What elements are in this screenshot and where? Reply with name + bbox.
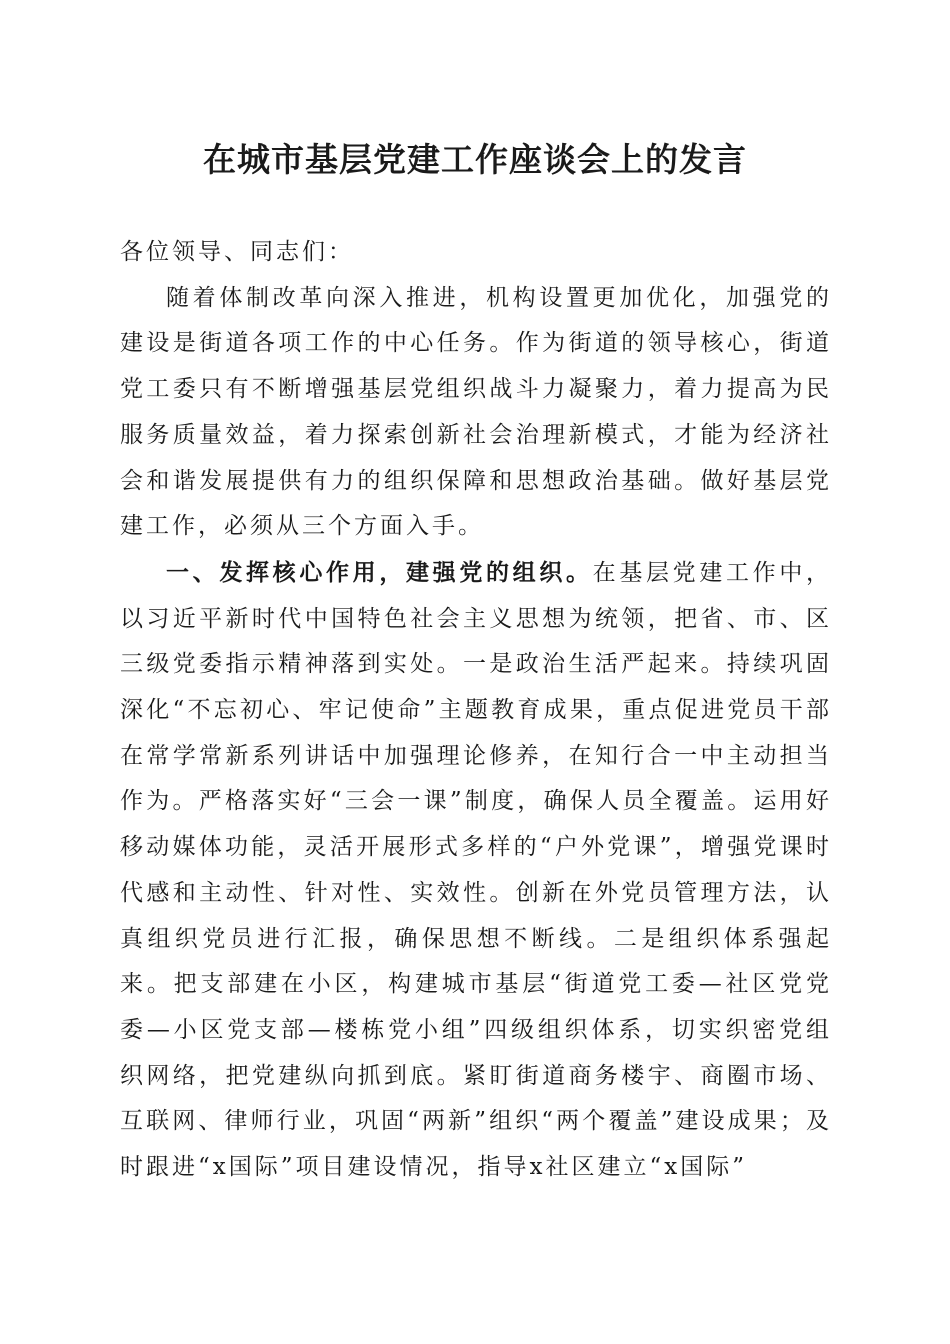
document-title: 在城市基层党建工作座谈会上的发言	[203, 140, 747, 179]
salutation: 各位领导、同志们：	[120, 239, 354, 265]
intro-paragraph: 随着体制改革向深入推进，机构设置更加优化，加强党的建设是街道各项工作的中心任务。作为街道的领导核心，街道党工委只有不断增强基层党组织战斗力凝聚力，着力提高为民服务质量效益，着力探索创新社会治理新模式，才能为经济社会和谐发展提供有力的组织保障和思想政治基础。做好基层党建工作，必须从三个方面入手。	[120, 284, 832, 540]
section-1-heading: 一、发挥核心作用，建强党的组织。	[166, 558, 593, 586]
section-1-text: 在基层党建工作中，以习近平新时代中国特色社会主义思想为统领，把省、市、区三级党委指示精神落到实处。一是政治生活严起来。持续巩固深化“不忘初心、牢记使命”主题教育成果，重点促进党员干部在常学常新系列讲话中加强理论修养，在知行合一中主动担当作为。严格落实好“三会一课”制度，确保人员全覆盖。运用好移动媒体功能，灵活开展形式多样的“户外党课”，增强党课时代感和主动性、针对性、实效性。创新在外党员管理方法，认真组织党员进行汇报，确保思想不断线。二是组织体系强起来。把支部建在小区，构建城市基层“街道党工委—社区党党委—小区党支部—楼栋党小组”四级组织体系，切实织密党组织网络，把党建纵向抓到底。紧盯街道商务楼宇、商圈市场、互联网、律师行业，巩固“两新”组织“两个覆盖”建设成果；及时跟进“x国际”项目建设情况，指导x社区建立“x国际”	[120, 559, 833, 1181]
section-1-paragraph	[120, 550, 832, 1191]
document-body	[120, 230, 832, 1191]
